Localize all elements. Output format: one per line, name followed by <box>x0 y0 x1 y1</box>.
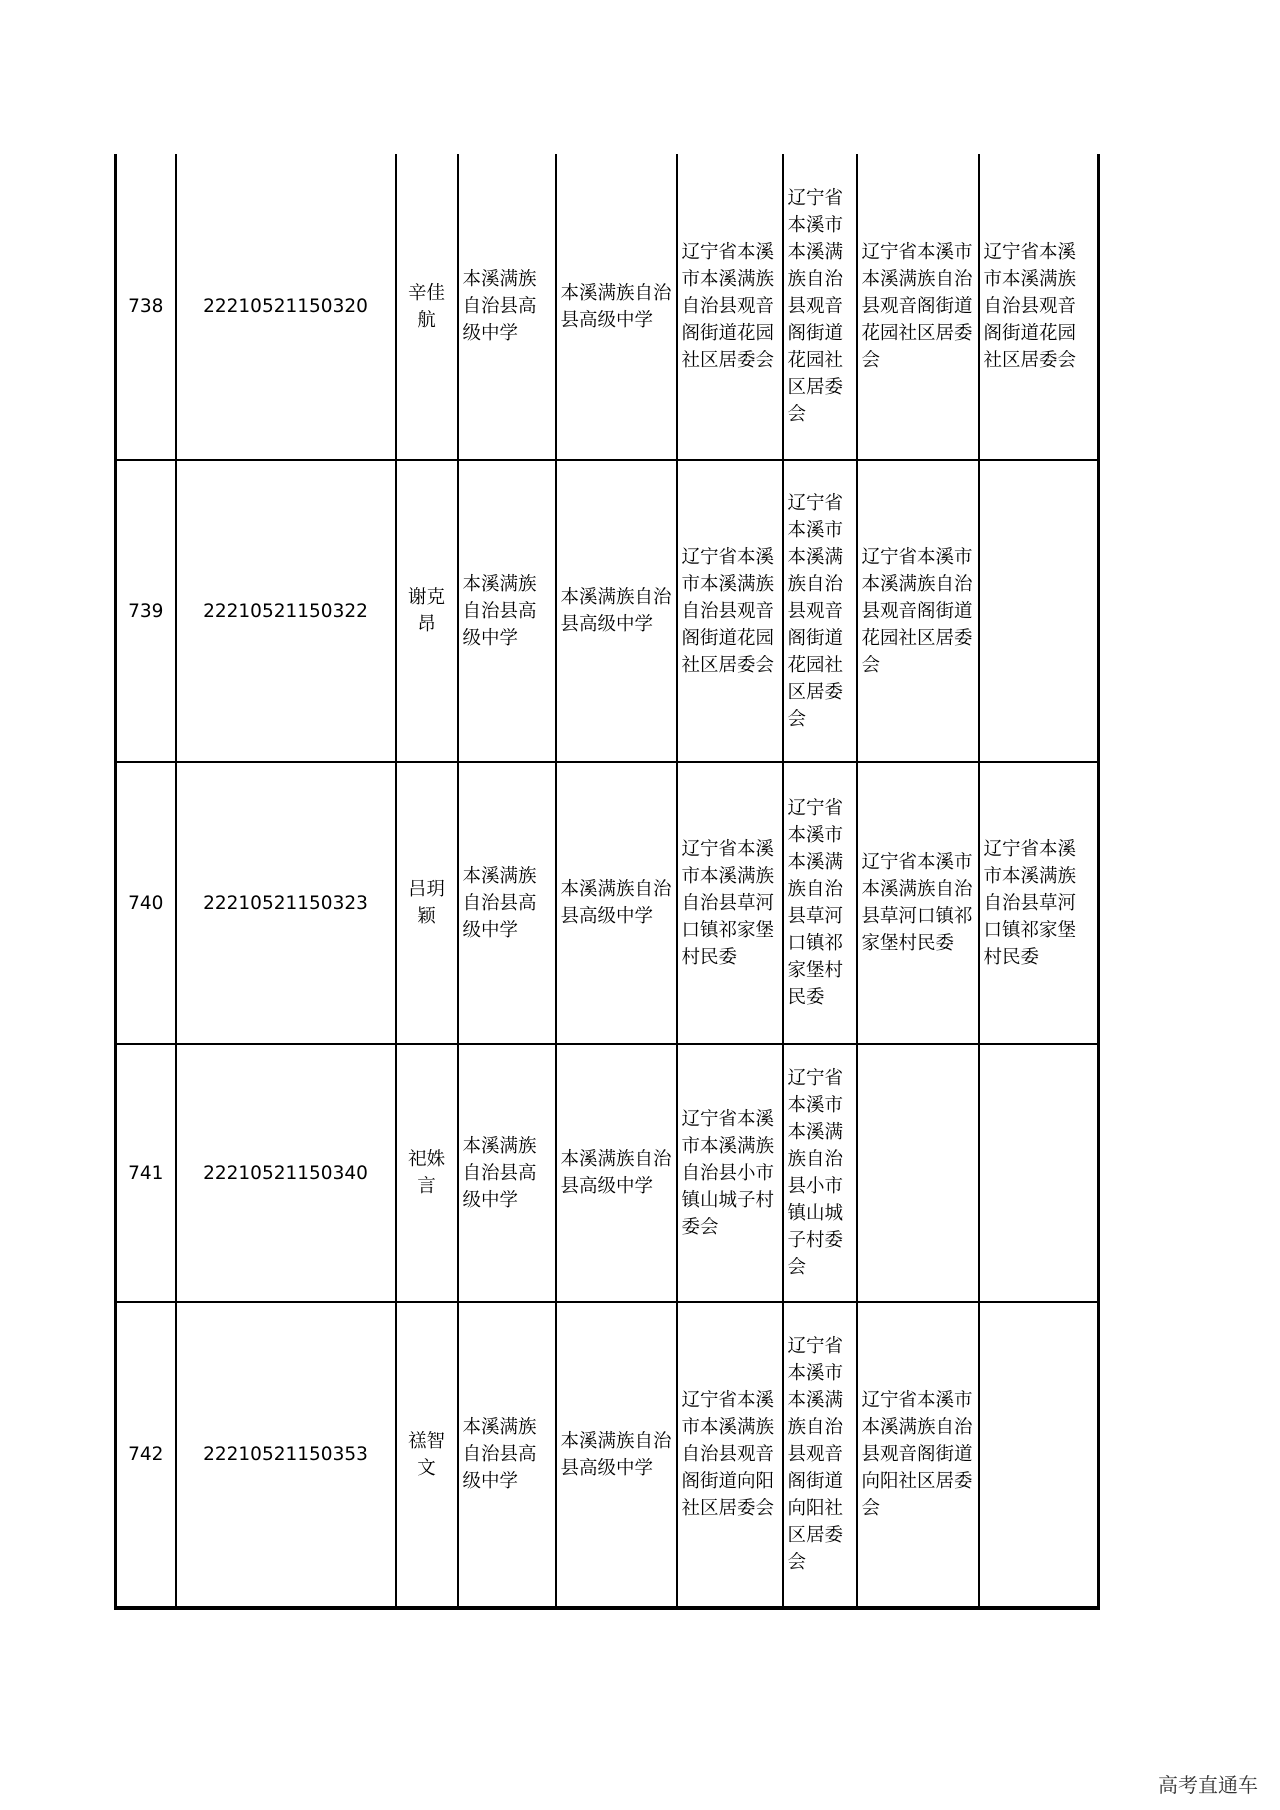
address-cell: 辽宁省本溪市本溪满族自治县草河口镇祁家堡村民委 <box>857 762 979 1044</box>
school-cell: 本溪满族自治县高级中学 <box>458 460 556 762</box>
address-cell <box>979 1302 1099 1608</box>
table-row <box>116 1302 1099 1608</box>
school-cell: 本溪满族自治县高级中学 <box>556 1044 677 1302</box>
address-cell: 辽宁省本溪市本溪满族自治县观音阁街道花园社区居委会 <box>857 154 979 460</box>
roster-table <box>114 154 1100 1610</box>
address-cell: 辽宁省本溪市本溪满族自治县观音阁街道花园社区居委会 <box>857 460 979 762</box>
address-cell: 辽宁省本溪市本溪满族自治县观音阁街道花园社区居委会 <box>677 460 783 762</box>
address-cell: 辽宁省本溪市本溪满族自治县观音阁街道向阳社区居委会 <box>783 1302 857 1608</box>
table-row <box>116 154 1099 460</box>
address-cell <box>857 1044 979 1302</box>
address-cell: 辽宁省本溪市本溪满族自治县小市镇山城子村委会 <box>677 1044 783 1302</box>
address-cell: 辽宁省本溪市本溪满族自治县观音阁街道花园社区居委会 <box>677 154 783 460</box>
school-cell: 本溪满族自治县高级中学 <box>556 154 677 460</box>
address-cell <box>979 460 1099 762</box>
school-cell: 本溪满族自治县高级中学 <box>556 1302 677 1608</box>
address-cell: 辽宁省本溪市本溪满族自治县草河口镇祁家堡村民委 <box>979 762 1099 1044</box>
seq-cell: 738 <box>116 154 176 460</box>
school-cell: 本溪满族自治县高级中学 <box>458 1044 556 1302</box>
table-row <box>116 460 1099 762</box>
address-cell: 辽宁省本溪市本溪满族自治县小市镇山城子村委会 <box>783 1044 857 1302</box>
address-cell: 辽宁省本溪市本溪满族自治县观音阁街道花园社区居委会 <box>783 460 857 762</box>
address-cell: 辽宁省本溪市本溪满族自治县草河口镇祁家堡村民委 <box>783 762 857 1044</box>
exam-number-cell: 22210521150340 <box>176 1044 396 1302</box>
name-cell: 祀姝言 <box>396 1044 458 1302</box>
address-cell: 辽宁省本溪市本溪满族自治县观音阁街道向阳社区居委会 <box>677 1302 783 1608</box>
name-cell: 辛佳航 <box>396 154 458 460</box>
seq-cell: 739 <box>116 460 176 762</box>
address-cell: 辽宁省本溪市本溪满族自治县观音阁街道花园社区居委会 <box>783 154 857 460</box>
exam-number-cell: 22210521150323 <box>176 762 396 1044</box>
watermark: 高考直通车 <box>1158 1773 1258 1797</box>
seq-cell: 740 <box>116 762 176 1044</box>
school-cell: 本溪满族自治县高级中学 <box>556 762 677 1044</box>
table-row <box>116 1044 1099 1302</box>
exam-number-cell: 22210521150353 <box>176 1302 396 1608</box>
address-cell: 辽宁省本溪市本溪满族自治县观音阁街道花园社区居委会 <box>979 154 1099 460</box>
seq-cell: 741 <box>116 1044 176 1302</box>
seq-cell: 742 <box>116 1302 176 1608</box>
address-cell: 辽宁省本溪市本溪满族自治县草河口镇祁家堡村民委 <box>677 762 783 1044</box>
name-cell: 禚智文 <box>396 1302 458 1608</box>
school-cell: 本溪满族自治县高级中学 <box>556 460 677 762</box>
school-cell: 本溪满族自治县高级中学 <box>458 154 556 460</box>
address-cell: 辽宁省本溪市本溪满族自治县观音阁街道向阳社区居委会 <box>857 1302 979 1608</box>
table-row <box>116 762 1099 1044</box>
exam-number-cell: 22210521150320 <box>176 154 396 460</box>
name-cell: 吕玥颖 <box>396 762 458 1044</box>
school-cell: 本溪满族自治县高级中学 <box>458 762 556 1044</box>
address-cell <box>979 1044 1099 1302</box>
school-cell: 本溪满族自治县高级中学 <box>458 1302 556 1608</box>
exam-number-cell: 22210521150322 <box>176 460 396 762</box>
name-cell: 谢克昂 <box>396 460 458 762</box>
